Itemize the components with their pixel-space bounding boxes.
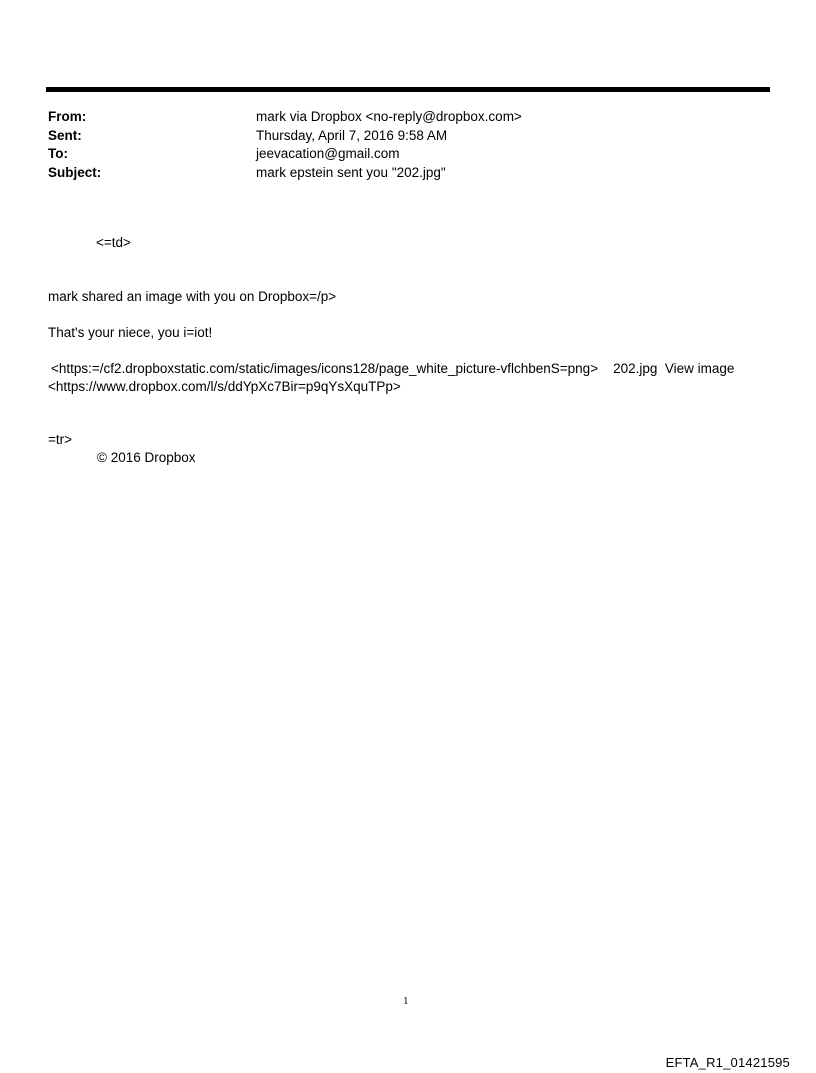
tr-fragment: =tr> bbox=[48, 432, 73, 447]
link-line-1[interactable]: <https:=/cf2.dropboxstatic.com/static/images/icons128/page_white_picture-vflchbenS=png> 202.jpg View image bbox=[51, 361, 735, 376]
subject-value: mark epstein sent you "202.jpg" bbox=[256, 164, 446, 180]
td-fragment: <=td> bbox=[96, 235, 131, 250]
document-id-stamp: EFTA_R1_01421595 bbox=[665, 1055, 790, 1070]
message-line: That's your niece, you i=iot! bbox=[48, 325, 213, 340]
to-row bbox=[48, 145, 522, 164]
link-line-2[interactable]: <https://www.dropbox.com/l/s/ddYpXc7Bir=p9qYsXquTPp> bbox=[48, 379, 401, 394]
shared-line: mark shared an image with you on Dropbox=/p> bbox=[48, 289, 337, 304]
sent-label: Sent: bbox=[48, 127, 82, 143]
email-header-block bbox=[48, 108, 522, 182]
copyright-line: © 2016 Dropbox bbox=[97, 450, 196, 465]
from-label: From: bbox=[48, 109, 87, 124]
page-number: 1 bbox=[403, 995, 409, 1007]
to-label: To: bbox=[48, 146, 68, 161]
subject-row bbox=[48, 164, 522, 183]
sent-row bbox=[48, 127, 522, 146]
header-divider-rule bbox=[46, 87, 770, 92]
from-value: mark via Dropbox <no-reply@dropbox.com> bbox=[256, 109, 522, 124]
to-value: jeevacation@gmail.com bbox=[256, 146, 400, 161]
from-row bbox=[48, 108, 522, 127]
sent-value: Thursday, April 7, 2016 9:58 AM bbox=[256, 127, 448, 143]
subject-label: Subject: bbox=[48, 164, 102, 180]
